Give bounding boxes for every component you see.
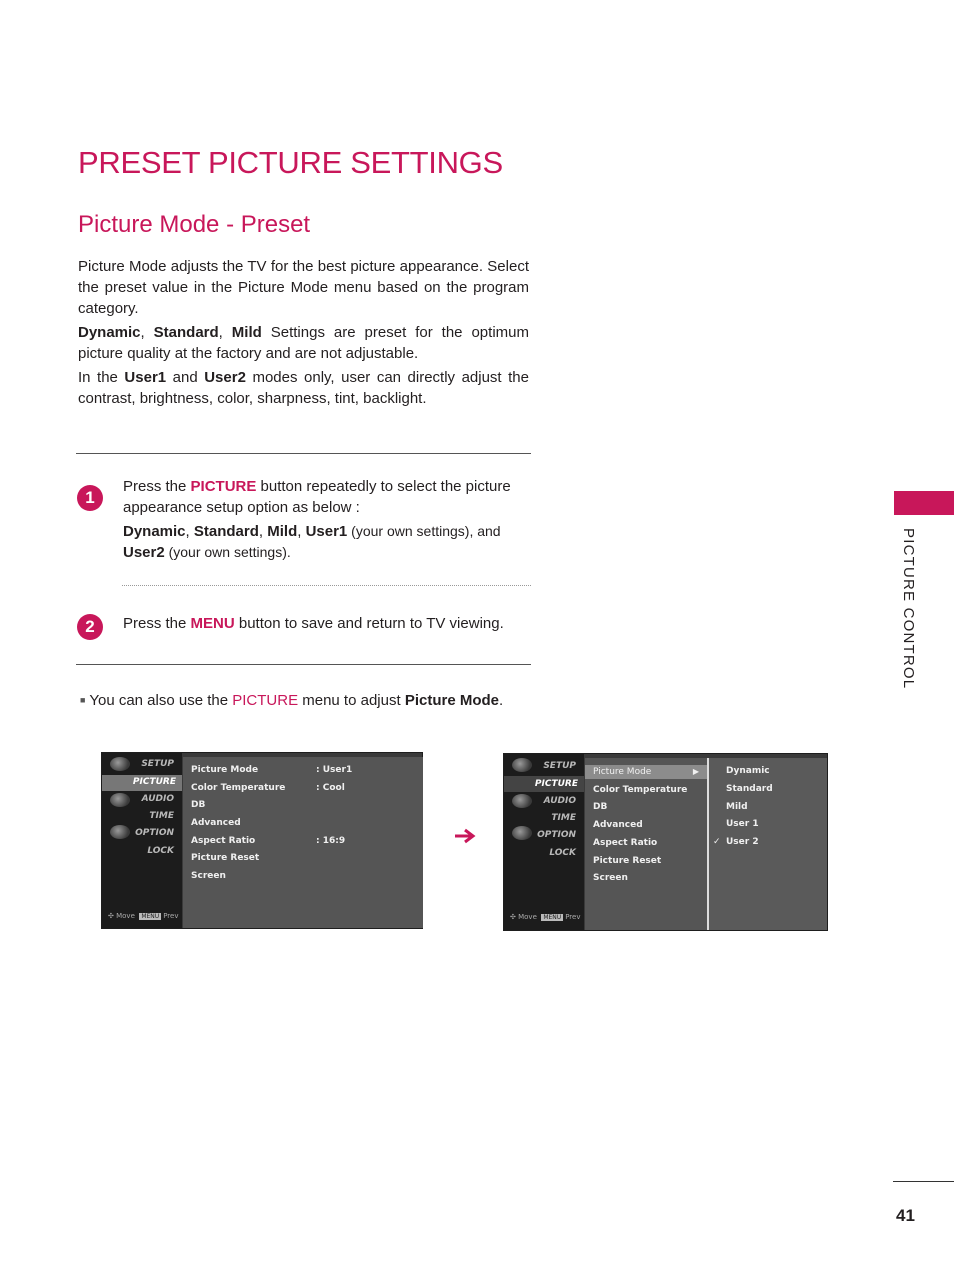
picture-key: PICTURE [190,478,257,495]
legend-prev: Prev [565,913,581,921]
osd-1-item: Aspect Ratio [191,836,256,846]
note-text-a: You can also use the [89,692,233,709]
user-sentence-tail: modes only, user can directly adjust the contrast, brightness, color, sharpness, tint, backlight. [78,369,529,407]
step-1-text-a: Press the [123,478,191,495]
disc-icon [512,794,532,808]
disc-icon [512,758,532,772]
legend-move: Move [518,913,537,921]
osd-1-item: Color Temperature [191,783,286,793]
note-bullet: ■ [80,695,86,705]
osd-2-cat-lock: LOCK [549,848,576,858]
section-subtitle: Picture Mode - Preset [78,211,311,238]
next-arrow-icon [453,828,477,844]
check-icon: ✓ [713,837,721,847]
own-settings-1: (your own settings), and [347,523,501,539]
osd-2-cat-picture: PICTURE [534,779,578,789]
note-picture-key: PICTURE [232,692,299,709]
own-settings-2: (your own settings). [164,544,291,560]
menu-key-icon: MENU [141,913,160,920]
osd-2-item: Screen [593,873,628,883]
osd-2-cat-option: OPTION [537,830,576,840]
osd-2-submenu-panel [707,758,827,930]
osd-1-legend [108,912,178,920]
osd-1-item: Picture Reset [191,853,260,863]
osd-2-item: DB [593,802,608,812]
menu-key-icon: MENU [543,914,562,921]
move-icon: ✣ [510,913,516,921]
disc-icon [110,757,130,771]
preset-paragraph: Dynamic, Standard, Mild Settings are preset for the optimum picture quality at the factory and are not adjustable. [78,324,529,362]
divider-top [76,453,531,454]
disc-icon [110,793,130,807]
osd-1-item: Screen [191,871,226,881]
osd-2-menu-panel [585,758,707,930]
preset-user1: User1 [124,369,167,386]
note [80,692,503,709]
option-dynamic: Dynamic [123,523,186,540]
option-mild: Mild [267,523,298,540]
menu-key: MENU [190,615,235,632]
note-end: . [499,692,504,709]
osd-1-cat-time: TIME [149,811,174,821]
step-divider [122,585,531,586]
submenu-option: Dynamic [726,766,770,776]
submenu-option: User 1 [726,819,759,829]
step-2-text [123,613,529,634]
expand-arrow-icon: ▶ [692,767,699,776]
osd-2-item: Advanced [593,820,643,830]
osd-2-item: Aspect Ratio [593,838,658,848]
legend-prev: Prev [163,912,179,920]
disc-icon [110,825,130,839]
preset-user2: User2 [204,369,246,386]
osd-1-item: DB [191,800,206,810]
osd-1-menu-panel [183,757,423,928]
legend-move: Move [116,912,135,920]
page-number: 41 [896,1206,915,1225]
step-2-badge: 2 [77,614,103,640]
osd-1-cat-picture: PICTURE [132,777,176,787]
osd-screen-2 [503,753,828,931]
page-number-rule [893,1181,954,1182]
sidebar-tab [894,491,954,515]
osd-1-category-panel [102,753,182,928]
submenu-option: Mild [726,802,748,812]
osd-2-legend [510,913,580,921]
preset-mild: Mild [231,324,262,341]
osd-2-item-selected: Picture Mode [593,767,652,777]
submenu-option: Standard [726,784,773,794]
osd-1-value: : User1 [316,765,353,775]
step-1-options: Dynamic, Standard, Mild, User1 (your own settings), and User2 (your own settings). [123,523,501,561]
move-icon: ✣ [108,912,114,920]
step-1-text [123,476,529,563]
osd-2-item: Color Temperature [593,785,688,795]
option-standard: Standard [193,523,259,540]
submenu-option-checked: User 2 [726,837,759,847]
user-paragraph [78,367,529,409]
osd-1-cat-option: OPTION [135,828,174,838]
osd-2-cat-setup: SETUP [543,761,576,771]
step-2-text-b: button to save and return to TV viewing. [234,615,504,632]
osd-1-item: Picture Mode [191,765,259,775]
page-title: PRESET PICTURE SETTINGS [78,145,503,180]
user-sentence-mid: and [166,369,205,386]
step-1-badge: 1 [77,485,103,511]
step-2-text-a: Press the [123,615,191,632]
osd-2-cat-time: TIME [551,813,576,823]
note-target: Picture Mode [404,692,499,709]
user-sentence-head: In the [78,369,125,386]
osd-2-item: Picture Reset [593,856,662,866]
divider-bottom [76,664,531,665]
note-text-b: menu to adjust [298,692,405,709]
step-1-text-b: button repeatedly to select the picture appearance setup option as below : [123,478,511,516]
disc-icon [512,826,532,840]
osd-1-value: : 16:9 [316,836,346,846]
osd-2-category-panel [504,754,584,930]
osd-1-cat-setup: SETUP [141,759,174,769]
preset-standard: Standard [153,324,219,341]
option-user2: User2 [123,544,165,561]
osd-1-cat-audio: AUDIO [141,794,174,804]
sidebar-label: PICTURE CONTROL [900,528,917,690]
osd-screen-1 [101,752,423,929]
osd-1-item: Advanced [191,818,241,828]
preset-sentence-tail: Settings are preset for the optimum picture quality at the factory and are not adjustable. [78,324,529,362]
preset-dynamic: Dynamic [78,324,141,341]
intro-paragraph [78,256,529,319]
osd-2-cat-audio: AUDIO [543,796,576,806]
osd-1-cat-lock: LOCK [147,846,174,856]
osd-1-value: : Cool [316,783,345,793]
intro-text: Picture Mode adjusts the TV for the best picture appearance. Select the preset value in the Picture Mode menu based on the program category. [78,258,529,317]
option-user1: User1 [305,523,348,540]
